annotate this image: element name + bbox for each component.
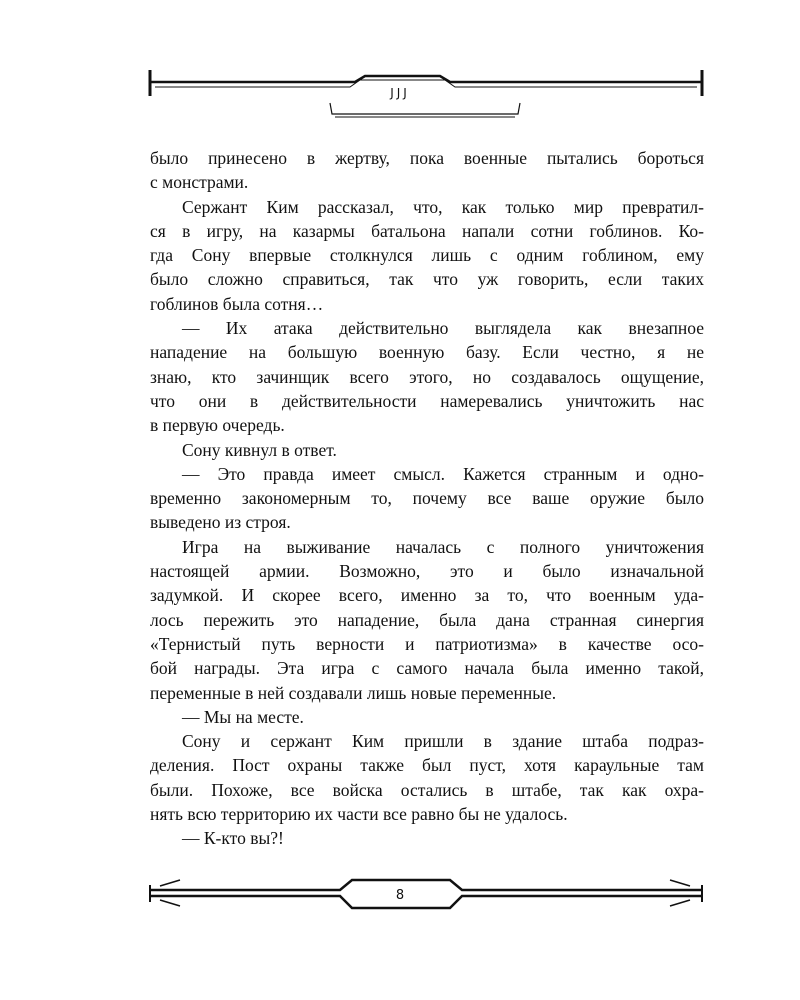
text-line: лось пережить это нападение, была дана странная синергия xyxy=(150,609,704,630)
text-line: — К-кто вы?! xyxy=(182,828,284,849)
text-line: в первую очередь. xyxy=(150,415,285,436)
text-line: были. Похоже, все войска остались в штабе, так как охра- xyxy=(150,779,704,800)
text-line: Сержант Ким рассказал, что, как только мир превратил- xyxy=(182,196,704,217)
text-line: задумкой. И скорее всего, именно за то, что военным уда- xyxy=(150,585,704,606)
text-line: переменные в ней создавали лишь новые переменные. xyxy=(150,682,557,703)
text-line: с монстрами. xyxy=(150,172,249,193)
page-number: 8 xyxy=(395,888,405,903)
text-line: нять всю территорию их части все равно бы не удалось. xyxy=(150,804,568,825)
text-line: «Тернистый путь верности и патриотизма» в качестве осо- xyxy=(150,633,704,654)
text-line: что они в действительности намеревались уничтожить нас xyxy=(150,390,704,411)
body-text xyxy=(150,146,704,851)
text-line: знаю, кто зачинщик всего этого, но создавалось ощущение, xyxy=(150,366,704,387)
text-line: гда Сону впервые столкнулся лишь с одним гоблином, ему xyxy=(150,245,704,266)
text-line: ся в игру, на казармы батальона напали сотни гоблинов. Ко- xyxy=(150,220,704,241)
text-line: нападение на большую военную базу. Если честно, я не xyxy=(150,342,704,363)
text-line: — Их атака действительно выглядела как внезапное xyxy=(182,318,704,339)
text-line: деления. Пост охраны также был пуст, хотя караульные там xyxy=(150,755,704,776)
text-line: бой награды. Эта игра с самого начала была именно такой, xyxy=(150,658,704,679)
text-line: гоблинов была сотня… xyxy=(150,293,324,314)
text-line: выведено из строя. xyxy=(150,512,291,533)
running-header-mark: ЈЈЈ xyxy=(390,86,410,100)
text-line: Сону и сержант Ким пришли в здание штаба подраз- xyxy=(182,731,704,752)
text-line: Сону кивнул в ответ. xyxy=(182,439,337,460)
text-line: — Это правда имеет смысл. Кажется странным и одно- xyxy=(182,463,704,484)
text-line: — Мы на месте. xyxy=(182,706,304,727)
text-line: было сложно справиться, так что уж говорить, если таких xyxy=(150,269,704,290)
text-line: было принесено в жертву, пока военные пытались бороться xyxy=(150,148,704,168)
text-line: настоящей армии. Возможно, это и было изначальной xyxy=(150,561,704,582)
text-line: Игра на выживание началась с полного уничтожения xyxy=(182,536,704,557)
text-line: временно закономерным то, почему все ваше оружие было xyxy=(150,488,704,509)
